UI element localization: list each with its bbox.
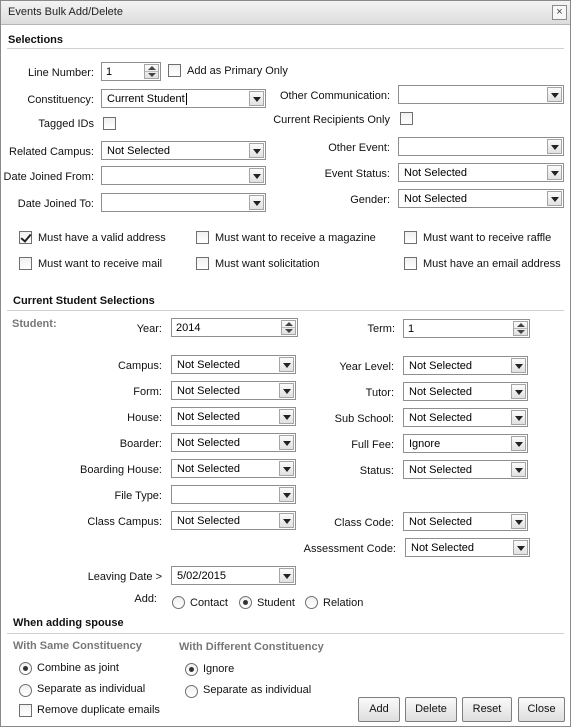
- selections-heading: Selections: [8, 34, 64, 46]
- chevron-down-icon[interactable]: [279, 383, 294, 398]
- raffle-checkbox[interactable]: [404, 231, 417, 244]
- add-as-primary-only-checkbox[interactable]: [168, 64, 181, 77]
- mail-checkbox[interactable]: [19, 257, 32, 270]
- date-joined-to-label: Date Joined To:: [17, 198, 94, 210]
- title-bar[interactable]: [1, 1, 570, 25]
- related-campus-value: Not Selected: [107, 145, 170, 157]
- add-button[interactable]: Add: [358, 697, 400, 722]
- house-label: House:: [127, 412, 162, 424]
- constituency-label: Constituency:: [27, 94, 94, 106]
- campus-dropdown[interactable]: [171, 355, 296, 374]
- current-recipients-only-checkbox[interactable]: [400, 112, 413, 125]
- house-dropdown[interactable]: [171, 407, 296, 426]
- date-joined-to-picker[interactable]: [101, 193, 266, 212]
- campus-value: Not Selected: [177, 359, 240, 371]
- add-relation-label: Relation: [323, 597, 364, 609]
- spinner-arrows-icon[interactable]: [144, 64, 159, 79]
- date-joined-from-label: Date Joined From:: [3, 171, 94, 183]
- class-campus-value: Not Selected: [177, 515, 240, 527]
- other-communication-label: Other Communication:: [279, 90, 390, 102]
- full-fee-label: Full Fee:: [351, 439, 394, 451]
- boarder-dropdown[interactable]: [171, 433, 296, 452]
- status-label: Status:: [359, 465, 394, 477]
- year-stepper[interactable]: [171, 318, 298, 337]
- delete-button[interactable]: Delete: [405, 697, 457, 722]
- same-separate-label: Separate as individual: [37, 683, 146, 695]
- email-checkbox[interactable]: [404, 257, 417, 270]
- tutor-dropdown[interactable]: [403, 382, 528, 401]
- chevron-down-icon[interactable]: [511, 358, 526, 373]
- form-value: Not Selected: [177, 385, 240, 397]
- related-campus-dropdown[interactable]: [101, 141, 266, 160]
- assessment-code-value: Not Selected: [411, 542, 474, 554]
- term-label: Term:: [367, 323, 395, 335]
- gender-dropdown[interactable]: [398, 189, 564, 208]
- tagged-ids-label: Tagged IDs: [38, 118, 94, 130]
- current-recipients-only-label: Current Recipients Only: [273, 114, 390, 126]
- close-button[interactable]: Close: [518, 697, 565, 722]
- full-fee-dropdown[interactable]: [403, 434, 528, 453]
- chevron-down-icon[interactable]: [249, 195, 264, 210]
- other-event-dropdown[interactable]: [398, 137, 564, 156]
- chevron-down-icon[interactable]: [547, 165, 562, 180]
- magazine-label: Must want to receive a magazine: [215, 232, 376, 244]
- gender-label: Gender:: [350, 194, 390, 206]
- gender-value: Not Selected: [404, 193, 467, 205]
- chevron-down-icon[interactable]: [279, 461, 294, 476]
- chevron-down-icon[interactable]: [279, 409, 294, 424]
- date-joined-from-picker[interactable]: [101, 166, 266, 185]
- different-separate-radio[interactable]: [185, 685, 198, 698]
- remove-duplicate-emails-checkbox[interactable]: [19, 704, 32, 717]
- add-relation-radio[interactable]: [305, 596, 318, 609]
- form-label: Form:: [133, 386, 162, 398]
- add-as-primary-only-label: Add as Primary Only: [187, 65, 288, 77]
- campus-label: Campus:: [117, 360, 162, 372]
- boarding-house-label: Boarding House:: [80, 464, 162, 476]
- email-label: Must have an email address: [423, 258, 561, 270]
- assessment-code-dropdown[interactable]: [405, 538, 530, 557]
- same-constituency-heading: With Same Constituency: [13, 640, 142, 652]
- event-status-value: Not Selected: [404, 167, 467, 179]
- spouse-heading: When adding spouse: [13, 617, 124, 629]
- other-communication-dropdown[interactable]: [398, 85, 564, 104]
- combine-as-joint-label: Combine as joint: [37, 662, 119, 674]
- boarding-house-value: Not Selected: [177, 463, 240, 475]
- status-dropdown[interactable]: [403, 460, 528, 479]
- line-number-value: 1: [106, 66, 113, 78]
- student-divider: [7, 310, 564, 311]
- class-campus-label: Class Campus:: [87, 516, 162, 528]
- chevron-down-icon[interactable]: [511, 514, 526, 529]
- year-label: Year:: [136, 323, 162, 335]
- ignore-radio[interactable]: [185, 663, 198, 676]
- valid-address-checkbox[interactable]: [19, 231, 32, 244]
- event-status-dropdown[interactable]: [398, 163, 564, 182]
- term-stepper[interactable]: [403, 319, 530, 338]
- combine-as-joint-radio[interactable]: [19, 662, 32, 675]
- year-level-value: Not Selected: [409, 360, 472, 372]
- different-separate-label: Separate as individual: [203, 684, 312, 696]
- boarder-value: Not Selected: [177, 437, 240, 449]
- status-value: Not Selected: [409, 464, 472, 476]
- mail-label: Must want to receive mail: [38, 258, 163, 270]
- chevron-down-icon[interactable]: [511, 462, 526, 477]
- leaving-date-value: 5/02/2015: [177, 570, 226, 582]
- same-separate-radio[interactable]: [19, 684, 32, 697]
- reset-button[interactable]: Reset: [462, 697, 512, 722]
- magazine-checkbox[interactable]: [196, 231, 209, 244]
- other-event-label: Other Event:: [328, 142, 390, 154]
- spouse-divider: [7, 633, 564, 634]
- different-constituency-heading: With Different Constituency: [179, 641, 324, 653]
- tagged-ids-checkbox[interactable]: [103, 117, 116, 130]
- form-dropdown[interactable]: [171, 381, 296, 400]
- raffle-label: Must want to receive raffle: [423, 232, 552, 244]
- term-value: 1: [408, 323, 415, 335]
- full-fee-value: Ignore: [409, 438, 441, 450]
- constituency-dropdown[interactable]: [101, 89, 266, 108]
- chevron-down-icon[interactable]: [511, 410, 526, 425]
- assessment-code-label: Assessment Code:: [303, 543, 396, 555]
- chevron-down-icon[interactable]: [279, 487, 294, 502]
- add-label: Add:: [134, 593, 157, 605]
- valid-address-label: Must have a valid address: [38, 232, 166, 244]
- add-student-label: Student: [257, 597, 295, 609]
- related-campus-label: Related Campus:: [9, 146, 94, 158]
- chevron-down-icon[interactable]: [511, 384, 526, 399]
- year-value: 2014: [176, 322, 201, 334]
- window-title: Events Bulk Add/Delete: [8, 6, 123, 18]
- close-icon[interactable]: ×: [552, 5, 567, 20]
- selections-divider: [7, 48, 564, 49]
- chevron-down-icon[interactable]: [279, 357, 294, 372]
- solicitation-checkbox[interactable]: [196, 257, 209, 270]
- student-group-label: Student:: [12, 318, 57, 330]
- boarding-house-dropdown[interactable]: [171, 459, 296, 478]
- sub-school-dropdown[interactable]: [403, 408, 528, 427]
- boarder-label: Boarder:: [119, 438, 162, 450]
- text-caret: [186, 93, 187, 105]
- leaving-date-label: Leaving Date >: [87, 571, 162, 583]
- sub-school-value: Not Selected: [409, 412, 472, 424]
- remove-duplicate-emails-label: Remove duplicate emails: [37, 704, 160, 716]
- chevron-down-icon[interactable]: [279, 568, 294, 583]
- chevron-down-icon[interactable]: [511, 436, 526, 451]
- year-level-dropdown[interactable]: [403, 356, 528, 375]
- class-code-value: Not Selected: [409, 516, 472, 528]
- tutor-value: Not Selected: [409, 386, 472, 398]
- chevron-down-icon[interactable]: [547, 87, 562, 102]
- chevron-down-icon[interactable]: [249, 143, 264, 158]
- solicitation-label: Must want solicitation: [215, 258, 320, 270]
- event-status-label: Event Status:: [324, 168, 390, 180]
- file-type-dropdown[interactable]: [171, 485, 296, 504]
- add-contact-label: Contact: [190, 597, 228, 609]
- chevron-down-icon[interactable]: [249, 91, 264, 106]
- chevron-down-icon[interactable]: [279, 435, 294, 450]
- line-number-label: Line Number:: [27, 67, 94, 79]
- student-selections-heading: Current Student Selections: [13, 295, 155, 307]
- chevron-down-icon[interactable]: [249, 168, 264, 183]
- house-value: Not Selected: [177, 411, 240, 423]
- class-code-label: Class Code:: [334, 517, 394, 529]
- sub-school-label: Sub School:: [334, 413, 394, 425]
- line-number-stepper[interactable]: [101, 62, 161, 81]
- chevron-down-icon[interactable]: [547, 139, 562, 154]
- chevron-down-icon[interactable]: [547, 191, 562, 206]
- leaving-date-picker[interactable]: [171, 566, 296, 585]
- add-contact-radio[interactable]: [172, 596, 185, 609]
- file-type-label: File Type:: [114, 490, 162, 502]
- chevron-down-icon[interactable]: [279, 513, 294, 528]
- year-level-label: Year Level:: [339, 361, 394, 373]
- class-campus-dropdown[interactable]: [171, 511, 296, 530]
- add-student-radio[interactable]: [239, 596, 252, 609]
- chevron-down-icon[interactable]: [513, 540, 528, 555]
- spinner-arrows-icon[interactable]: [281, 320, 296, 335]
- constituency-value: Current Student: [107, 93, 185, 105]
- tutor-label: Tutor:: [365, 387, 394, 399]
- ignore-label: Ignore: [203, 663, 235, 675]
- class-code-dropdown[interactable]: [403, 512, 528, 531]
- spinner-arrows-icon[interactable]: [513, 321, 528, 336]
